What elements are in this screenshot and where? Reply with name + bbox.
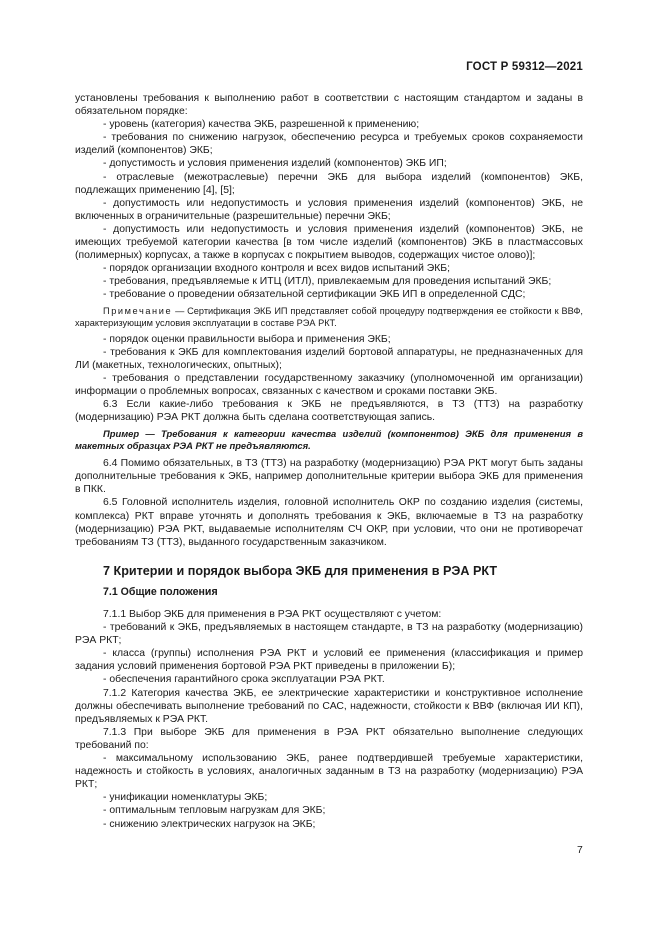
list-item: - требования к ЭКБ для комплектования изделий бортовой аппаратуры, не предназначенных для ЛИ (макетных, технологических, опытных);	[75, 346, 583, 371]
page-number: 7	[577, 845, 583, 856]
list-item: - требований к ЭКБ, предъявляемых в настоящем стандарте, в ТЗ на разработку (модернизацию) РЭА РКТ;	[75, 622, 583, 647]
list-item: - унификации номенклатуры ЭКБ;	[103, 792, 268, 804]
subsection-heading: 7.1 Общие положения	[103, 585, 218, 598]
list-item: - порядок оценки правильности выбора и применения ЭКБ;	[103, 333, 391, 345]
paragraph: 6.4 Помимо обязательных, в ТЗ (ТТЗ) на разработку (модернизацию) РЭА РКТ могут быть заданы дополнительные требования к ЭКБ, например дополнительные критерии выбора ЭКБ для применения в ПКК.	[75, 458, 583, 496]
list-item: - отраслевые (межотраслевые) перечни ЭКБ для выбора изделий (компонентов) ЭКБ, подлежащих применению [4], [5];	[75, 171, 583, 196]
list-item: - допустимость или недопустимость и условия применения изделий (компонентов) ЭКБ, не включенных в ограничительные (разрешительные) перечни ЭКБ;	[75, 197, 583, 222]
list-item: - требования по снижению нагрузок, обеспечению ресурса и требуемых сроков сохраняемости изделий (компонентов) ЭКБ;	[75, 132, 583, 157]
paragraph: 6.3 Если какие-либо требования к ЭКБ не предъявляются, в ТЗ (ТТЗ) на разработку (модернизацию) РЭА РКТ должна быть сделана соответствующая запись.	[75, 398, 583, 424]
note	[75, 305, 583, 329]
list-item: - требования, предъявляемые к ИТЦ (ИТЛ), привлекаемым для проведения испытаний ЭКБ;	[103, 276, 552, 288]
document-body	[75, 92, 583, 831]
list-item: - максимальному использованию ЭКБ, ранее подтвердившей требуемые характеристики, надежность и стойкость в условиях, аналогичных заданным в ТЗ на разработку (модернизацию) РЭА РКТ;	[75, 753, 583, 791]
list-item: - допустимость или недопустимость и условия применения изделий (компонентов) ЭКБ, не имеющих требуемой категории качества [в том числе изделий (компонентов) ЭКБ в пластмассовых (полимерных) корпусах, а также в корпусах с покрытием выводов, содержащих чистое олово)];	[75, 223, 583, 262]
note-label: Примечание	[103, 305, 173, 316]
list-item: - допустимость и условия применения изделий (компонентов) ЭКБ ИП;	[103, 158, 447, 170]
paragraph: 7.1.3 При выборе ЭКБ для применения в РЭА РКТ обязательно выполнение следующих требований по:	[75, 726, 583, 751]
paragraph: 7.1.1 Выбор ЭКБ для применения в РЭА РКТ осуществляют с учетом:	[103, 609, 442, 620]
list-item: - оптимальным тепловым нагрузкам для ЭКБ;	[103, 805, 326, 817]
list-item: - порядок организации входного контроля и всех видов испытаний ЭКБ;	[103, 263, 451, 275]
section-heading: 7 Критерии и порядок выбора ЭКБ для применения в РЭА РКТ	[103, 563, 498, 578]
paragraph: 6.5 Головной исполнитель изделия, головной исполнитель ОКР по созданию изделия (системы, комплекса) РКТ вправе уточнять и дополнять требования к ЭКБ, включаемые в ТЗ на разработку (модернизацию) РЭА РКТ, выдаваемые исполнителям СЧ ОКР, при условии, что они не противоречат требованиям ТЗ (ТТЗ), выданного государственным заказчиком.	[75, 497, 583, 548]
paragraph: установлены требования к выполнению работ в соответствии с настоящим стандартом и заданы в обязательном порядке:	[75, 93, 583, 118]
list-item: - обеспечения гарантийного срока эксплуатации РЭА РКТ.	[103, 674, 385, 686]
list-item: - уровень (категория) качества ЭКБ, разрешенной к применению;	[103, 119, 420, 131]
note-text: — Сертификация ЭКБ ИП представляет собой процедуру подтверждения ее стойкости к ВВФ, характеризующим условия эксплуатации в составе РЭА РКТ.	[75, 305, 583, 328]
list-item: - требования о представлении государственному заказчику (уполномоченной им организации) информации о проблемных вопросах, связанных с качеством и сроками поставки ЭКБ.	[75, 372, 583, 397]
list-item: - класса (группы) исполнения РЭА РКТ и условий ее применения (классификация и пример задания условий применения бортовой РЭА РКТ приведены в приложении Б);	[75, 648, 583, 673]
list-item: - снижению электрических нагрузок на ЭКБ;	[103, 818, 316, 830]
list-item: - требование о проведении обязательной сертификации ЭКБ ИП в определенной СДС;	[103, 289, 526, 301]
example: Пример — Требования к категории качества изделий (компонентов) ЭКБ для применения в макетных образцах РЭА РКТ не предъявляются.	[75, 428, 583, 452]
doc-header: ГОСТ Р 59312—2021	[466, 61, 583, 73]
paragraph: 7.1.2 Категория качества ЭКБ, ее электрические характеристики и конструктивное исполнение должны обеспечивать выполнение требований по САС, надежности, стойкости к ВВФ (включая ИИ КП), предъявляемых к РЭА РКТ.	[75, 687, 583, 725]
